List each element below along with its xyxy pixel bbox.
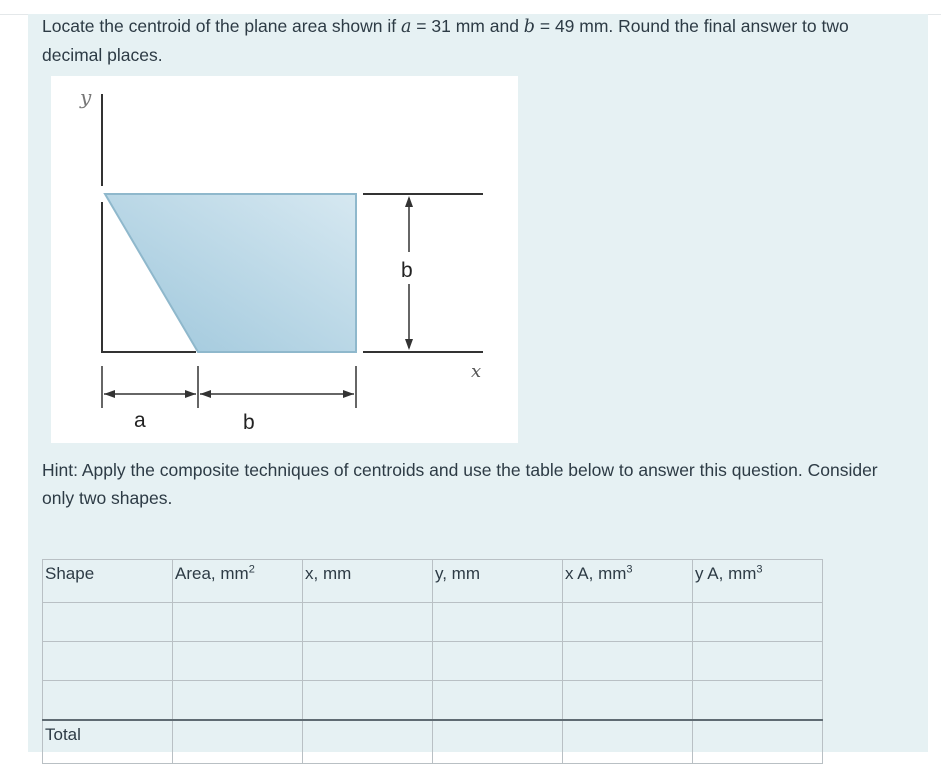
cell-input[interactable]	[43, 642, 173, 681]
cell-input[interactable]	[693, 681, 823, 721]
cell-input[interactable]	[563, 720, 693, 764]
table-row	[43, 603, 823, 642]
cell-input[interactable]	[693, 720, 823, 764]
cell-input[interactable]	[173, 642, 303, 681]
cell-input[interactable]	[563, 642, 693, 681]
y-axis-label: y	[80, 85, 92, 109]
cell-input[interactable]	[43, 681, 173, 721]
cell-input[interactable]	[173, 681, 303, 721]
cell-input[interactable]	[303, 681, 433, 721]
cell-input[interactable]	[433, 642, 563, 681]
header-area: Area, $mm^2$	[173, 560, 303, 603]
cell-input[interactable]	[433, 681, 563, 721]
total-label: Total	[43, 720, 173, 764]
cell-input[interactable]	[563, 603, 693, 642]
cell-input[interactable]	[433, 603, 563, 642]
cell-input[interactable]	[693, 603, 823, 642]
dim-b-vertical-label: b	[401, 259, 413, 282]
dim-b-horizontal-label: b	[243, 411, 255, 434]
dim-a-label: a	[134, 409, 146, 432]
header-shape: Shape	[43, 560, 173, 603]
centroid-table	[42, 559, 823, 764]
table-total-row	[43, 720, 823, 764]
header-ya: y A, $mm^3$	[693, 560, 823, 603]
cell-input[interactable]	[693, 642, 823, 681]
header-xa: x A, $mm^3$	[563, 560, 693, 603]
hint-text: Hint: Apply the composite techniques of centroids and use the table below to answer this question. Consider only two shapes.	[42, 460, 878, 508]
cell-input[interactable]	[173, 720, 303, 764]
cell-input[interactable]	[303, 603, 433, 642]
x-axis-label: x	[471, 361, 482, 382]
cell-input[interactable]	[43, 603, 173, 642]
question-text: Locate the centroid of the plane area shown if a = 31 mm and b = 49 mm. Round the final answer to two decimal places.	[42, 16, 849, 65]
header-y: y, mm	[433, 560, 563, 603]
cell-input[interactable]	[303, 720, 433, 764]
table-row	[43, 642, 823, 681]
table-header-row	[43, 560, 823, 603]
cell-input[interactable]	[303, 642, 433, 681]
header-x: x, mm	[303, 560, 433, 603]
cell-input[interactable]	[433, 720, 563, 764]
shaded-area	[105, 194, 356, 352]
table-row	[43, 681, 823, 721]
cell-input[interactable]	[563, 681, 693, 721]
problem-figure	[51, 76, 518, 443]
cell-input[interactable]	[173, 603, 303, 642]
